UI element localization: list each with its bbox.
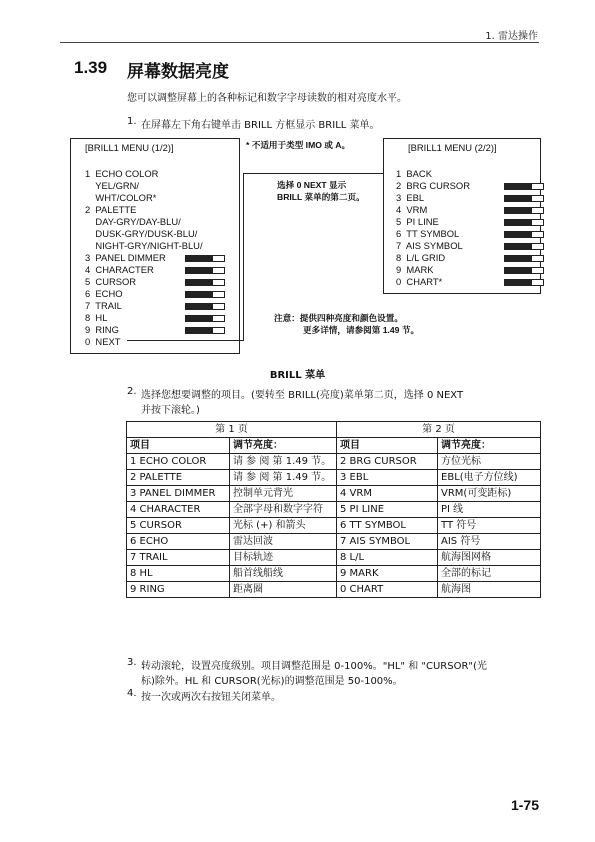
menu-2-title: [BRILL1 MENU (2/2)] [408,142,497,153]
slider-fill [186,328,213,333]
menu-item[interactable]: 3 EBL [396,192,425,203]
item-name: 3 EBL [337,470,438,486]
menu-item[interactable]: 2 PALETTE [85,204,137,215]
section-number: 1.39 [74,58,108,77]
brightness-slider[interactable] [185,315,225,322]
menu-1-title: [BRILL1 MENU (1/2)] [85,142,174,153]
table-row [127,582,541,598]
slider-fill [505,184,532,189]
item-name: 7 AIS SYMBOL [337,534,438,550]
menu-item[interactable]: 7 TRAIL [85,300,122,311]
next-note-line-2: BRILL 菜单的第二页。 [277,192,365,202]
menu-item[interactable]: 6 TT SYMBOL [396,228,460,239]
item-name: 2 BRG CURSOR [337,454,438,470]
step-number: 4. [127,688,137,699]
menu-item[interactable]: DAY-GRY/DAY-BLU/ [85,216,181,227]
item-name: 9 RING [127,582,230,598]
next-note-line-1: 选择 0 NEXT 显示 [277,180,347,190]
section-title: 屏幕数据亮度 [127,62,229,82]
slider-fill [186,280,213,285]
slider-fill [505,256,532,261]
slider-fill [505,232,532,237]
table-row [127,534,541,550]
table-row [127,518,541,534]
slider-fill [505,220,532,225]
item-description: 目标轨迹 [230,550,337,566]
slider-fill [186,304,213,309]
item-description: 光标 (+) 和箭头 [230,518,337,534]
brightness-slider[interactable] [185,255,225,262]
item-name: 4 VRM [337,486,438,502]
brightness-slider[interactable] [504,219,544,226]
brightness-slider[interactable] [504,279,544,286]
item-name: 6 TT SYMBOL [337,518,438,534]
brightness-slider[interactable] [504,243,544,250]
connector-line [127,340,243,341]
item-description: PI 线 [438,502,541,518]
menu-item[interactable]: 9 MARK [396,264,434,275]
item-description: 雷达回波 [230,534,337,550]
step-text: 按一次或两次右按钮关闭菜单。 [141,692,281,703]
item-description: 航海图 [438,582,541,598]
step-2 [127,386,547,416]
step-text: 在屏幕左下角右键单击 BRILL 方框显示 BRILL 菜单。 [141,120,380,131]
intro-text: 您可以调整屏幕上的各种标记和数字字母读数的相对亮度水平。 [127,93,407,104]
column-header-adjust: 调节亮度： [438,438,541,454]
menu-item[interactable]: 4 CHARACTER [85,264,154,275]
menu-item[interactable]: 7 AIS SYMBOL [396,240,463,251]
slider-fill [505,244,532,249]
menu-item[interactable]: 6 ECHO [85,288,123,299]
brightness-slider[interactable] [504,267,544,274]
slider-fill [505,208,532,213]
item-name: 8 L/L [337,550,438,566]
slider-fill [186,268,213,273]
step-number: 2. [127,386,137,397]
table-page-1-header: 第 1 页 [127,422,337,438]
step-1 [127,116,547,130]
menu-item[interactable]: DUSK-GRY/DUSK-BLU/ [85,228,198,239]
table-row [127,502,541,518]
item-name: 5 CURSOR [127,518,230,534]
item-name: 7 TRAIL [127,550,230,566]
item-description: 距离圈 [230,582,337,598]
step-text: 转动滚轮，设置亮度级别。项目调整范围是 0-100%。"HL" 和 "CURSOR"(光 [141,661,487,672]
item-name: 1 ECHO COLOR [127,454,230,470]
column-header-item: 项目 [127,438,230,454]
step-number: 3. [127,657,137,668]
slider-fill [505,268,532,273]
column-header-adjust: 调节亮度： [230,438,337,454]
brightness-slider[interactable] [185,279,225,286]
page-number: 1-75 [510,797,539,813]
slider-fill [186,256,213,261]
item-description: 请 参 阅 第 1.49 节。 [230,454,337,470]
menu-item[interactable]: 2 BRG CURSOR [396,180,470,191]
menu-item[interactable]: 0 CHART* [396,276,443,287]
step-3 [127,657,547,687]
slider-fill [505,280,532,285]
table-page-2-header: 第 2 页 [337,422,541,438]
connector-line [243,173,244,341]
table-column-header-row [127,438,541,454]
item-description: 船首线船线 [230,566,337,582]
menu-item[interactable]: 1 ECHO COLOR [85,168,159,179]
slider-fill [186,292,213,297]
menu-item[interactable]: NIGHT-GRY/NIGHT-BLU/ [85,240,203,251]
item-name: 9 MARK [337,566,438,582]
imo-note: * 不适用于类型 IMO 或 A。 [246,140,351,150]
menu-item[interactable]: 8 L/L GRID [396,252,446,263]
brightness-slider[interactable] [185,267,225,274]
menu-item[interactable]: 5 CURSOR [85,276,137,287]
item-description: 请 参 阅 第 1.49 节。 [230,470,337,486]
menu-item[interactable]: YEL/GRN/ [85,180,140,191]
step-text: 选择您想要调整的项目。(要转至 BRILL(亮度)菜单第二页，选择 0 NEXT [141,390,464,401]
table-row [127,470,541,486]
table-page-header-row [127,422,541,438]
item-name: 2 PALETTE [127,470,230,486]
menu-item[interactable]: 5 PI LINE [396,216,439,227]
menu-item[interactable]: 4 VRM [396,204,428,215]
brightness-slider[interactable] [504,195,544,202]
brightness-slider[interactable] [504,255,544,262]
item-description: EBL(电子方位线) [438,470,541,486]
table-row [127,454,541,470]
chapter-header: 1. 雷达操作 [485,31,538,42]
item-description: 方位光标 [438,454,541,470]
brightness-slider[interactable] [504,207,544,214]
brightness-slider[interactable] [504,231,544,238]
brill-items-table [126,421,541,598]
slider-fill [186,316,213,321]
item-description: 控制单元背光 [230,486,337,502]
table-row [127,486,541,502]
brill-menu-page-1 [70,138,240,354]
header-rule [60,42,539,43]
brightness-slider[interactable] [185,327,225,334]
step-4 [127,688,547,702]
item-name: 0 CHART [337,582,438,598]
step-number: 1. [127,116,137,127]
column-header-item: 项目 [337,438,438,454]
menu-item[interactable]: 0 NEXT [85,336,121,347]
brightness-slider[interactable] [185,291,225,298]
item-name: 4 CHARACTER [127,502,230,518]
item-name: 3 PANEL DIMMER [127,486,230,502]
slider-fill [505,196,532,201]
caution-note-line-2: 更多详情，请参阅第 1.49 节。 [303,325,420,335]
item-description: 全部字母和数字字符 [230,502,337,518]
caution-note-line-1: 注意：提供四种亮度和颜色设置。 [274,313,403,323]
item-name: 5 PI LINE [337,502,438,518]
item-description: 航海图网格 [438,550,541,566]
item-name: 8 HL [127,566,230,582]
table-row [127,566,541,582]
figure-caption: BRILL 菜单 [269,370,326,381]
item-name: 6 ECHO [127,534,230,550]
menu-item[interactable]: 1 BACK [396,168,432,179]
connector-line [243,173,383,174]
table-row [127,550,541,566]
menu-item[interactable]: 9 RING [85,324,119,335]
brightness-slider[interactable] [185,303,225,310]
menu-item[interactable]: 3 PANEL DIMMER [85,252,166,263]
step-text-continued: 并按下滚轮。) [141,405,200,416]
item-description: 全部的标记 [438,566,541,582]
brightness-slider[interactable] [504,183,544,190]
menu-item[interactable]: WHT/COLOR* [85,192,157,203]
brill-menu-page-2 [383,138,541,294]
item-description: VRM(可变距标) [438,486,541,502]
step-text-continued: 标)除外。HL 和 CURSOR(光标)的调整范围是 50-100%。 [141,676,403,687]
item-description: TT 符号 [438,518,541,534]
item-description: AIS 符号 [438,534,541,550]
menu-item[interactable]: 8 HL [85,312,108,323]
